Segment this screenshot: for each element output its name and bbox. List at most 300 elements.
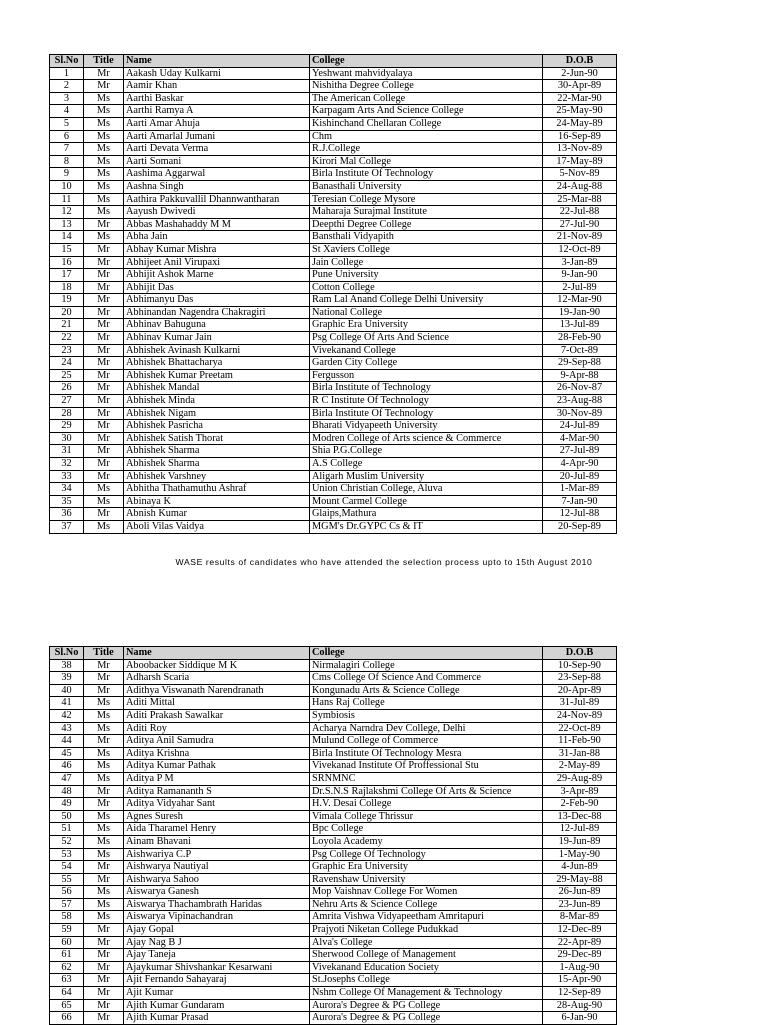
cell-slno: 12 xyxy=(50,206,84,219)
cell-name: Abhishek Sharma xyxy=(124,458,310,471)
header-college: College xyxy=(310,647,543,660)
cell-slno: 59 xyxy=(50,924,84,937)
table-header-row xyxy=(50,647,617,660)
cell-title: Ms xyxy=(84,495,124,508)
cell-college: Kongunadu Arts & Science College xyxy=(310,684,543,697)
cell-dob: 21-Nov-89 xyxy=(543,231,617,244)
table-row xyxy=(50,495,617,508)
cell-dob: 29-May-88 xyxy=(543,873,617,886)
table-row xyxy=(50,672,617,685)
cell-name: Ajay Taneja xyxy=(124,949,310,962)
table-row xyxy=(50,243,617,256)
cell-slno: 57 xyxy=(50,898,84,911)
cell-name: Abhinandan Nagendra Chakragiri xyxy=(124,306,310,319)
cell-slno: 54 xyxy=(50,861,84,874)
cell-dob: 25-Mar-88 xyxy=(543,193,617,206)
cell-college: Aurora's Degree & PG College xyxy=(310,1012,543,1025)
table-row xyxy=(50,772,617,785)
cell-slno: 5 xyxy=(50,117,84,130)
table-row xyxy=(50,407,617,420)
cell-slno: 35 xyxy=(50,495,84,508)
cell-title: Mr xyxy=(84,369,124,382)
cell-slno: 49 xyxy=(50,798,84,811)
cell-dob: 25-May-90 xyxy=(543,105,617,118)
cell-title: Mr xyxy=(84,785,124,798)
cell-slno: 60 xyxy=(50,936,84,949)
cell-college: Ravenshaw University xyxy=(310,873,543,886)
cell-slno: 18 xyxy=(50,281,84,294)
cell-name: Aditi Mittal xyxy=(124,697,310,710)
table-row xyxy=(50,848,617,861)
table-row xyxy=(50,936,617,949)
table-row xyxy=(50,80,617,93)
cell-dob: 15-Apr-90 xyxy=(543,974,617,987)
cell-college: Nshm College Of Management & Technology xyxy=(310,987,543,1000)
cell-dob: 9-Jan-90 xyxy=(543,269,617,282)
cell-college: Chm xyxy=(310,130,543,143)
header-dob: D.O.B xyxy=(543,647,617,660)
cell-college: Shia P.G.College xyxy=(310,445,543,458)
cell-slno: 29 xyxy=(50,420,84,433)
cell-college: R C Institute Of Technology xyxy=(310,395,543,408)
cell-title: Mr xyxy=(84,470,124,483)
table-row xyxy=(50,684,617,697)
table-row xyxy=(50,231,617,244)
cell-college: The American College xyxy=(310,92,543,105)
header-college: College xyxy=(310,55,543,68)
cell-dob: 27-Jul-90 xyxy=(543,218,617,231)
cell-dob: 30-Apr-89 xyxy=(543,80,617,93)
cell-title: Mr xyxy=(84,395,124,408)
cell-title: Ms xyxy=(84,848,124,861)
cell-slno: 42 xyxy=(50,709,84,722)
cell-title: Ms xyxy=(84,231,124,244)
cell-dob: 24-Nov-89 xyxy=(543,709,617,722)
cell-name: Aishwarya Sahoo xyxy=(124,873,310,886)
cell-title: Ms xyxy=(84,206,124,219)
cell-name: Abhishek Bhattacharya xyxy=(124,357,310,370)
cell-dob: 22-Mar-90 xyxy=(543,92,617,105)
cell-name: Aayush Dwivedi xyxy=(124,206,310,219)
table-row xyxy=(50,999,617,1012)
cell-college: Psg College Of Technology xyxy=(310,848,543,861)
cell-college: Kirori Mal College xyxy=(310,155,543,168)
cell-title: Mr xyxy=(84,659,124,672)
table-row xyxy=(50,949,617,962)
cell-dob: 5-Nov-89 xyxy=(543,168,617,181)
cell-slno: 13 xyxy=(50,218,84,231)
cell-slno: 53 xyxy=(50,848,84,861)
cell-dob: 27-Jul-89 xyxy=(543,445,617,458)
cell-title: Ms xyxy=(84,92,124,105)
cell-college: Modren College of Arts science & Commerce xyxy=(310,432,543,445)
cell-dob: 22-Jul-88 xyxy=(543,206,617,219)
cell-slno: 39 xyxy=(50,672,84,685)
cell-slno: 8 xyxy=(50,155,84,168)
cell-name: Abhitha Thathamuthu Ashraf xyxy=(124,483,310,496)
table-row xyxy=(50,722,617,735)
table-row xyxy=(50,332,617,345)
cell-college: Garden City College xyxy=(310,357,543,370)
table-row xyxy=(50,344,617,357)
cell-slno: 64 xyxy=(50,987,84,1000)
cell-dob: 23-Jun-89 xyxy=(543,898,617,911)
cell-title: Mr xyxy=(84,949,124,962)
header-slno: Sl.No xyxy=(50,647,84,660)
cell-name: Abnish Kumar xyxy=(124,508,310,521)
cell-dob: 24-Jul-89 xyxy=(543,420,617,433)
cell-title: Ms xyxy=(84,143,124,156)
cell-dob: 10-Sep-90 xyxy=(543,659,617,672)
table-row xyxy=(50,269,617,282)
cell-slno: 32 xyxy=(50,458,84,471)
cell-title: Ms xyxy=(84,886,124,899)
cell-college: Cms College Of Science And Commerce xyxy=(310,672,543,685)
table-row xyxy=(50,180,617,193)
cell-college: Loyola Academy xyxy=(310,835,543,848)
cell-title: Mr xyxy=(84,924,124,937)
cell-name: Aditya Vidyahar Sant xyxy=(124,798,310,811)
cell-name: Abhishek Kumar Preetam xyxy=(124,369,310,382)
table-row xyxy=(50,281,617,294)
cell-slno: 38 xyxy=(50,659,84,672)
cell-name: Aashna Singh xyxy=(124,180,310,193)
cell-title: Ms xyxy=(84,483,124,496)
cell-college: St Xaviers College xyxy=(310,243,543,256)
cell-name: Aditya Anil Samudra xyxy=(124,735,310,748)
cell-college: Union Christian College, Aluva xyxy=(310,483,543,496)
cell-college: Fergusson xyxy=(310,369,543,382)
cell-title: Mr xyxy=(84,445,124,458)
cell-title: Mr xyxy=(84,420,124,433)
cell-title: Mr xyxy=(84,432,124,445)
cell-name: Ajith Kumar Gundaram xyxy=(124,999,310,1012)
header-name: Name xyxy=(124,647,310,660)
cell-dob: 2-Jun-90 xyxy=(543,67,617,80)
cell-dob: 22-Apr-89 xyxy=(543,936,617,949)
cell-slno: 55 xyxy=(50,873,84,886)
cell-slno: 9 xyxy=(50,168,84,181)
cell-college: Vimala College Thrissur xyxy=(310,810,543,823)
cell-college: Bansthali Vidyapith xyxy=(310,231,543,244)
cell-name: Ajaykumar Shivshankar Kesarwani xyxy=(124,961,310,974)
cell-college: Kishinchand Chellaran College xyxy=(310,117,543,130)
cell-dob: 20-Jul-89 xyxy=(543,470,617,483)
cell-title: Mr xyxy=(84,332,124,345)
cell-title: Mr xyxy=(84,798,124,811)
cell-name: Aarti Devata Verma xyxy=(124,143,310,156)
cell-name: Abhishek Pasricha xyxy=(124,420,310,433)
cell-title: Mr xyxy=(84,281,124,294)
cell-title: Ms xyxy=(84,105,124,118)
cell-dob: 20-Apr-89 xyxy=(543,684,617,697)
cell-name: Abhay Kumar Mishra xyxy=(124,243,310,256)
cell-college: Jain College xyxy=(310,256,543,269)
cell-name: Aiswarya Ganesh xyxy=(124,886,310,899)
cell-title: Mr xyxy=(84,987,124,1000)
header-dob: D.O.B xyxy=(543,55,617,68)
cell-name: Aboli Vilas Vaidya xyxy=(124,520,310,533)
cell-college: Birla Institute of Technology xyxy=(310,382,543,395)
cell-slno: 58 xyxy=(50,911,84,924)
cell-name: Aboobacker Siddique M K xyxy=(124,659,310,672)
cell-title: Ms xyxy=(84,823,124,836)
cell-title: Ms xyxy=(84,835,124,848)
header-name: Name xyxy=(124,55,310,68)
cell-name: Aditya P M xyxy=(124,772,310,785)
table-row xyxy=(50,508,617,521)
cell-name: Aakash Uday Kulkarni xyxy=(124,67,310,80)
cell-slno: 51 xyxy=(50,823,84,836)
table-row xyxy=(50,130,617,143)
header-slno: Sl.No xyxy=(50,55,84,68)
cell-college: Vivekanand College xyxy=(310,344,543,357)
cell-slno: 34 xyxy=(50,483,84,496)
cell-college: Mop Vaishnav College For Women xyxy=(310,886,543,899)
cell-title: Ms xyxy=(84,130,124,143)
cell-slno: 41 xyxy=(50,697,84,710)
cell-title: Mr xyxy=(84,218,124,231)
cell-title: Mr xyxy=(84,256,124,269)
cell-slno: 20 xyxy=(50,306,84,319)
cell-name: Aarti Somani xyxy=(124,155,310,168)
cell-title: Mr xyxy=(84,508,124,521)
cell-name: Aamir Khan xyxy=(124,80,310,93)
cell-college: Symbiosis xyxy=(310,709,543,722)
cell-dob: 12-Oct-89 xyxy=(543,243,617,256)
table-row xyxy=(50,520,617,533)
cell-title: Mr xyxy=(84,407,124,420)
cell-college: Vivekanand Education Society xyxy=(310,961,543,974)
cell-college: Graphic Era University xyxy=(310,319,543,332)
cell-title: Ms xyxy=(84,709,124,722)
cell-slno: 30 xyxy=(50,432,84,445)
cell-dob: 23-Aug-88 xyxy=(543,395,617,408)
cell-name: Abhishek Sharma xyxy=(124,445,310,458)
cell-dob: 28-Aug-90 xyxy=(543,999,617,1012)
cell-name: Abhishek Minda xyxy=(124,395,310,408)
cell-slno: 24 xyxy=(50,357,84,370)
cell-dob: 7-Jan-90 xyxy=(543,495,617,508)
cell-college: National College xyxy=(310,306,543,319)
cell-dob: 23-Sep-88 xyxy=(543,672,617,685)
table-row xyxy=(50,911,617,924)
table-row xyxy=(50,306,617,319)
cell-college: Birla Institute Of Technology xyxy=(310,168,543,181)
cell-slno: 4 xyxy=(50,105,84,118)
cell-dob: 20-Sep-89 xyxy=(543,520,617,533)
cell-title: Mr xyxy=(84,1012,124,1025)
cell-name: Abhishek Varshney xyxy=(124,470,310,483)
cell-name: Aditya Ramananth S xyxy=(124,785,310,798)
cell-dob: 19-Jan-90 xyxy=(543,306,617,319)
cell-name: Adithya Viswanath Narendranath xyxy=(124,684,310,697)
header-title: Title xyxy=(84,647,124,660)
cell-slno: 61 xyxy=(50,949,84,962)
cell-name: Aiswarya Thachambrath Haridas xyxy=(124,898,310,911)
cell-dob: 4-Mar-90 xyxy=(543,432,617,445)
cell-slno: 31 xyxy=(50,445,84,458)
table-row xyxy=(50,823,617,836)
table-row xyxy=(50,92,617,105)
cell-college: Nehru Arts & Science College xyxy=(310,898,543,911)
header-title: Title xyxy=(84,55,124,68)
cell-dob: 29-Aug-89 xyxy=(543,772,617,785)
cell-dob: 24-May-89 xyxy=(543,117,617,130)
cell-dob: 12-Dec-89 xyxy=(543,924,617,937)
cell-dob: 17-May-89 xyxy=(543,155,617,168)
cell-name: Aditya Kumar Pathak xyxy=(124,760,310,773)
cell-name: Abha Jain xyxy=(124,231,310,244)
cell-title: Ms xyxy=(84,697,124,710)
cell-title: Ms xyxy=(84,193,124,206)
cell-title: Mr xyxy=(84,735,124,748)
cell-dob: 12-Jul-89 xyxy=(543,823,617,836)
table-row xyxy=(50,168,617,181)
candidates-table-1 xyxy=(49,54,617,534)
table-row xyxy=(50,1012,617,1025)
cell-title: Ms xyxy=(84,520,124,533)
cell-college: Dr.S.N.S Rajlakshmi College Of Arts & Science xyxy=(310,785,543,798)
cell-slno: 37 xyxy=(50,520,84,533)
cell-college: Nishitha Degree College xyxy=(310,80,543,93)
cell-dob: 3-Jan-89 xyxy=(543,256,617,269)
cell-slno: 14 xyxy=(50,231,84,244)
cell-slno: 6 xyxy=(50,130,84,143)
cell-college: Mount Carmel College xyxy=(310,495,543,508)
cell-dob: 28-Feb-90 xyxy=(543,332,617,345)
cell-slno: 19 xyxy=(50,294,84,307)
cell-dob: 4-Jun-89 xyxy=(543,861,617,874)
table-row xyxy=(50,961,617,974)
cell-slno: 43 xyxy=(50,722,84,735)
table-row xyxy=(50,835,617,848)
cell-slno: 50 xyxy=(50,810,84,823)
cell-dob: 2-May-89 xyxy=(543,760,617,773)
cell-name: Aiswarya Vipinachandran xyxy=(124,911,310,924)
cell-college: H.V. Desai College xyxy=(310,798,543,811)
cell-title: Mr xyxy=(84,974,124,987)
table-row xyxy=(50,987,617,1000)
cell-slno: 47 xyxy=(50,772,84,785)
cell-title: Mr xyxy=(84,672,124,685)
cell-college: Bpc College xyxy=(310,823,543,836)
cell-name: Aarti Amar Ahuja xyxy=(124,117,310,130)
cell-dob: 2-Feb-90 xyxy=(543,798,617,811)
cell-dob: 12-Mar-90 xyxy=(543,294,617,307)
cell-name: Abhishek Avinash Kulkarni xyxy=(124,344,310,357)
cell-title: Ms xyxy=(84,898,124,911)
cell-dob: 19-Jun-89 xyxy=(543,835,617,848)
cell-college: Sherwood College of Management xyxy=(310,949,543,962)
cell-slno: 22 xyxy=(50,332,84,345)
cell-college: MGM's Dr.GYPC Cs & IT xyxy=(310,520,543,533)
table-row xyxy=(50,760,617,773)
cell-college: Glaips,Mathura xyxy=(310,508,543,521)
cell-dob: 12-Sep-89 xyxy=(543,987,617,1000)
cell-title: Mr xyxy=(84,319,124,332)
cell-college: Teresian College Mysore xyxy=(310,193,543,206)
cell-college: Deepthi Degree College xyxy=(310,218,543,231)
cell-college: Birla Institute Of Technology Mesra xyxy=(310,747,543,760)
cell-dob: 7-Oct-89 xyxy=(543,344,617,357)
cell-college: Cotton College xyxy=(310,281,543,294)
table-row xyxy=(50,886,617,899)
table-row xyxy=(50,357,617,370)
cell-slno: 15 xyxy=(50,243,84,256)
cell-slno: 1 xyxy=(50,67,84,80)
cell-dob: 16-Sep-89 xyxy=(543,130,617,143)
cell-slno: 36 xyxy=(50,508,84,521)
cell-name: Abhishek Mandal xyxy=(124,382,310,395)
table-row xyxy=(50,218,617,231)
cell-title: Ms xyxy=(84,168,124,181)
table-row xyxy=(50,659,617,672)
table-row xyxy=(50,747,617,760)
cell-slno: 23 xyxy=(50,344,84,357)
cell-title: Ms xyxy=(84,117,124,130)
cell-dob: 6-Jan-90 xyxy=(543,1012,617,1025)
cell-dob: 26-Jun-89 xyxy=(543,886,617,899)
cell-name: Abbas Mashahaddy M M xyxy=(124,218,310,231)
cell-slno: 45 xyxy=(50,747,84,760)
cell-title: Mr xyxy=(84,294,124,307)
cell-name: Ajith Kumar Prasad xyxy=(124,1012,310,1025)
cell-dob: 24-Aug-88 xyxy=(543,180,617,193)
table-row xyxy=(50,206,617,219)
cell-dob: 11-Feb-90 xyxy=(543,735,617,748)
cell-dob: 2-Jul-89 xyxy=(543,281,617,294)
cell-college: Mulund College of Commerce xyxy=(310,735,543,748)
cell-slno: 44 xyxy=(50,735,84,748)
cell-title: Ms xyxy=(84,155,124,168)
cell-name: Abhishek Nigam xyxy=(124,407,310,420)
cell-dob: 13-Dec-88 xyxy=(543,810,617,823)
cell-dob: 1-Aug-90 xyxy=(543,961,617,974)
cell-title: Mr xyxy=(84,999,124,1012)
cell-college: Pune University xyxy=(310,269,543,282)
table-row xyxy=(50,143,617,156)
cell-college: Birla Institute Of Technology xyxy=(310,407,543,420)
cell-title: Ms xyxy=(84,747,124,760)
cell-name: Abhijeet Anil Virupaxi xyxy=(124,256,310,269)
cell-name: Adharsh Scaria xyxy=(124,672,310,685)
cell-college: Acharya Narndra Dev College, Delhi xyxy=(310,722,543,735)
report-caption: WASE results of candidates who have attended the selection process upto to 15th August 2010 xyxy=(175,557,593,567)
cell-title: Mr xyxy=(84,382,124,395)
cell-title: Mr xyxy=(84,357,124,370)
cell-slno: 2 xyxy=(50,80,84,93)
cell-title: Mr xyxy=(84,269,124,282)
table-row xyxy=(50,256,617,269)
cell-slno: 27 xyxy=(50,395,84,408)
cell-name: Abhinav Kumar Jain xyxy=(124,332,310,345)
cell-dob: 1-May-90 xyxy=(543,848,617,861)
cell-title: Ms xyxy=(84,722,124,735)
cell-title: Mr xyxy=(84,936,124,949)
table-row xyxy=(50,105,617,118)
cell-college: Karpagam Arts And Science College xyxy=(310,105,543,118)
table-row xyxy=(50,445,617,458)
cell-name: Ajit Fernando Sahayaraj xyxy=(124,974,310,987)
cell-dob: 26-Nov-87 xyxy=(543,382,617,395)
table-row xyxy=(50,155,617,168)
cell-title: Mr xyxy=(84,344,124,357)
cell-dob: 31-Jan-88 xyxy=(543,747,617,760)
table-row xyxy=(50,369,617,382)
cell-college: Banasthali University xyxy=(310,180,543,193)
cell-college: Maharaja Surajmal Institute xyxy=(310,206,543,219)
